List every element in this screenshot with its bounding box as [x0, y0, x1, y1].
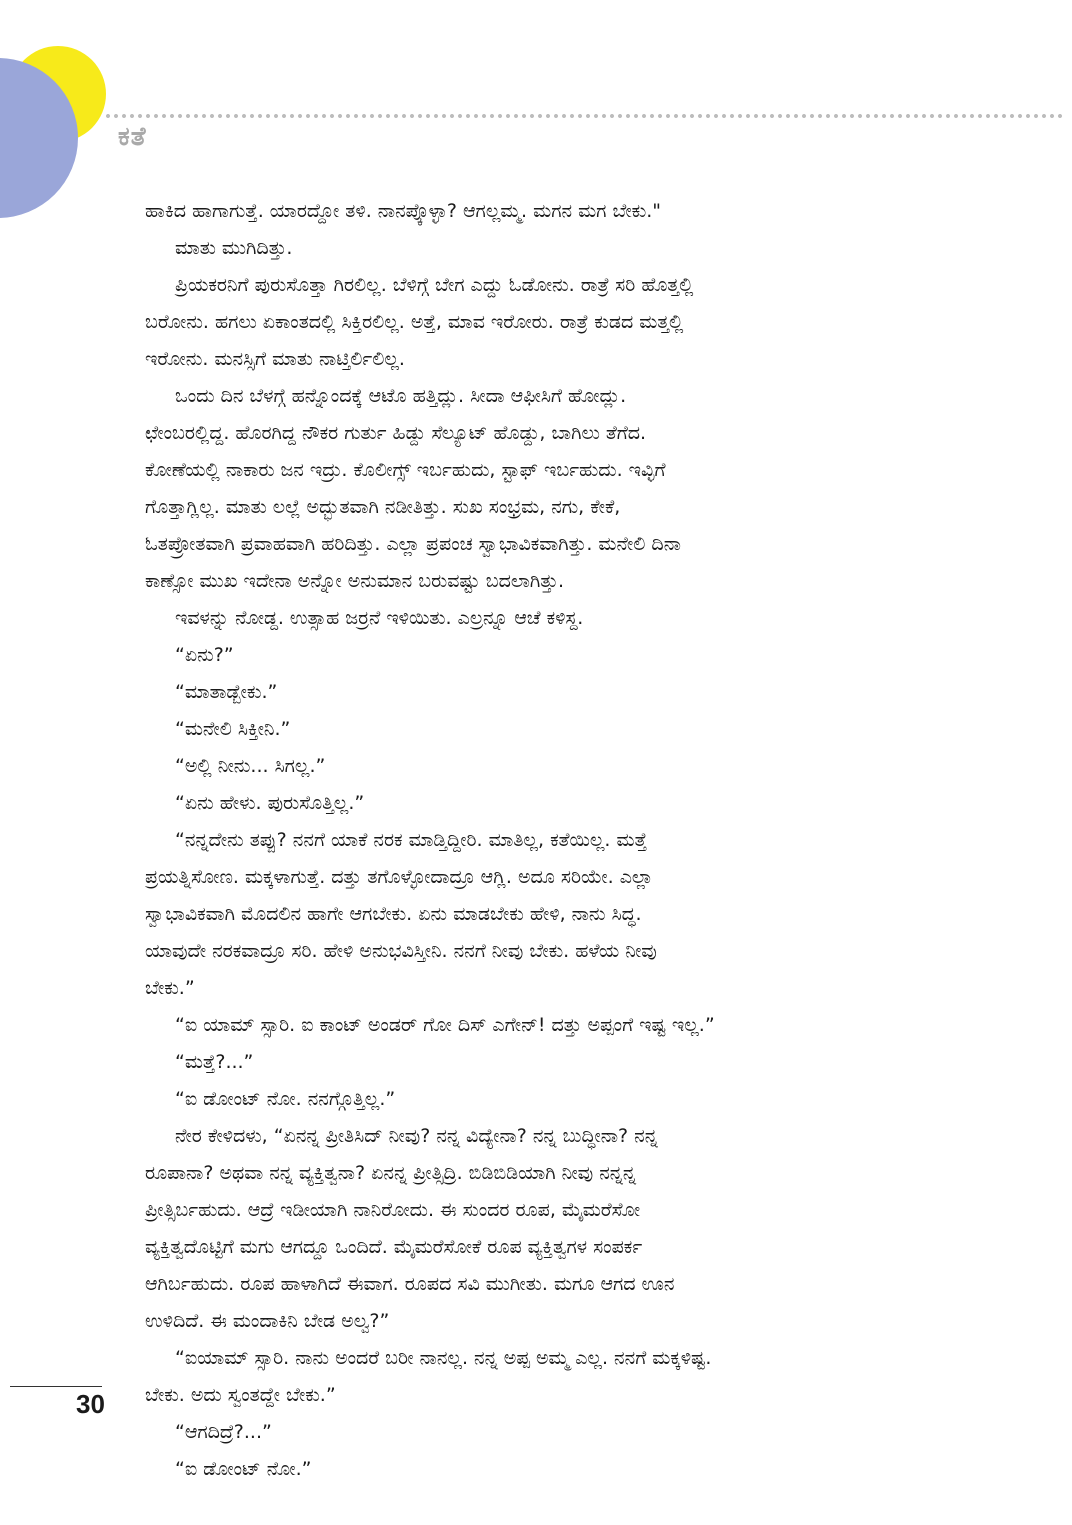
story-line: ಇರೋನು. ಮನಸ್ಸಿಗೆ ಮಾತು ನಾಟ್ತಿರ್ಲಿಲಿಲ್ಲ. — [145, 348, 405, 370]
story-body — [145, 193, 925, 1488]
story-line: “ನನ್ನದೇನು ತಪ್ಪು? ನನಗೆ ಯಾಕೆ ನರಕ ಮಾಡ್ತಿದ್ದೀರಿ. ಮಾತಿಲ್ಲ, ಕತೆಯಿಲ್ಲ. ಮತ್ತೆ — [175, 829, 648, 851]
story-line: ಆಗಿರ್ಬಹುದು. ರೂಪ ಹಾಳಾಗಿದೆ ಈವಾಗ. ರೂಪದ ಸವಿ ಮುಗೀತು. ಮಗೂ ಆಗದ ಊನ — [145, 1273, 675, 1295]
story-line: ಸ್ವಾಭಾವಿಕವಾಗಿ ಮೊದಲಿನ ಹಾಗೇ ಆಗಬೇಕು. ಏನು ಮಾಡಬೇಕು ಹೇಳಿ, ನಾನು ಸಿದ್ಧ. — [145, 903, 642, 925]
story-line: “ಏನು ಹೇಳು. ಪುರುಸೊತ್ತಿಲ್ಲ.” — [175, 792, 365, 814]
story-line: “ಐ ಡೋಂಟ್ ನೋ. ನನಗ್ಗೊತ್ತಿಲ್ಲ.” — [175, 1088, 396, 1110]
story-line: ಒಂದು ದಿನ ಬೆಳಗ್ಗೆ ಹನ್ನೊಂದಕ್ಕೆ ಆಟೊ ಹತ್ತಿದ್ಲು. ಸೀದಾ ಆಫೀಸಿಗೆ ಹೋದ್ಲು. — [175, 385, 627, 407]
story-line: “ಮತ್ತೆ?...” — [175, 1051, 254, 1073]
story-line: “ಐ ಯಾಮ್ ಸ್ಸಾರಿ. ಐ ಕಾಂಟ್ ಅಂಡರ್ ಗೋ ದಿಸ್ ಎಗೇನ್! ದತ್ತು ಅಪ್ಪಂಗೆ ಇಷ್ಟ ಇಲ್ಲ.” — [175, 1014, 715, 1036]
story-line: ಯಾವುದೇ ನರಕವಾದ್ರೂ ಸರಿ. ಹೇಳಿ ಅನುಭವಿಸ್ತೀನಿ. ನನಗೆ ನೀವು ಬೇಕು. ಹಳೆಯ ನೀವು — [145, 940, 657, 962]
story-line: ಪ್ರಯತ್ನಿಸೋಣ. ಮಕ್ಕಳಾಗುತ್ತೆ. ದತ್ತು ತಗೊಳ್ಳೋದಾದ್ರೂ ಆಗ್ಲಿ. ಅದೂ ಸರಿಯೇ. ಎಲ್ಲಾ — [145, 866, 654, 888]
story-line: “ಏನು?” — [175, 644, 234, 666]
story-line: “ಮಾತಾಡ್ಬೇಕು.” — [175, 681, 278, 703]
story-line: “ಅಲ್ಲಿ ನೀನು... ಸಿಗಲ್ಲ.” — [175, 755, 326, 777]
story-line: ಬೇಕು.” — [145, 977, 195, 999]
story-line: ನೇರ ಕೇಳಿದಳು, “ಏನನ್ನ ಪ್ರೀತಿಸಿದ್ ನೀವು? ನನ್ನ ವಿದ್ಯೇನಾ? ನನ್ನ ಬುದ್ಧೀನಾ? ನನ್ನ — [175, 1125, 658, 1147]
story-line: ಪ್ರಿಯಕರನಿಗೆ ಪುರುಸೊತ್ತಾ ಗಿರಲಿಲ್ಲ. ಬೆಳಿಗ್ಗೆ ಬೇಗ ಎದ್ದು ಓಡೋನು. ರಾತ್ರೆ ಸರಿ ಹೊತ್ತಲ್ಲಿ — [175, 274, 694, 296]
story-line: ಹಾಕಿದ ಹಾಗಾಗುತ್ತೆ. ಯಾರದ್ದೋ ತಳಿ. ನಾನಪ್ಕೊಳ್ಳಾ? ಆಗಲ್ಲಮ್ಮ. ಮಗನ ಮಗ ಬೇಕು." — [145, 200, 662, 222]
story-line: ರೂಪಾನಾ? ಅಥವಾ ನನ್ನ ವ್ಯಕ್ತಿತ್ವನಾ? ಏನನ್ನ ಪ್ರೀತ್ಸಿದ್ರಿ. ಬಿಡಿಬಿಡಿಯಾಗಿ ನೀವು ನನ್ನನ್ನ — [145, 1162, 637, 1184]
story-line: “ಐ ಡೋಂಟ್ ನೋ.” — [175, 1458, 312, 1480]
story-line: ಉಳಿದಿದೆ. ಈ ಮಂದಾಕಿನಿ ಬೇಡ ಅಲ್ವ?” — [145, 1310, 390, 1332]
story-line: ಓತಪ್ರೋತವಾಗಿ ಪ್ರವಾಹವಾಗಿ ಹರಿದಿತ್ತು. ಎಲ್ಲಾ ಪ್ರಪಂಚ ಸ್ವಾಭಾವಿಕವಾಗಿತ್ತು. ಮನೇಲಿ ದಿನಾ — [145, 533, 681, 555]
dotted-header-rule — [104, 112, 1064, 120]
story-line: “ಐಯಾಮ್ ಸ್ಸಾರಿ. ನಾನು ಅಂದರೆ ಬರೀ ನಾನಲ್ಲ. ನನ್ನ ಅಪ್ಪ ಅಮ್ಮ ಎಲ್ಲ. ನನಗೆ ಮಕ್ಕಳಿಷ್ಟ. — [175, 1347, 712, 1369]
story-line: ಪ್ರೀತ್ಸಿರ್ಬಹುದು. ಆದ್ರೆ ಇಡೀಯಾಗಿ ನಾನಿರೋದು. ಈ ಸುಂದರ ರೂಪ, ಮೈಮರೆಸೋ — [145, 1199, 641, 1221]
story-line: ಕಾಣ್ಸೋ ಮುಖ ಇದೇನಾ ಅನ್ನೋ ಅನುಮಾನ ಬರುವಷ್ಟು ಬದಲಾಗಿತ್ತು. — [145, 570, 565, 592]
section-label: ಕತೆ — [118, 122, 147, 152]
story-line: ಕೋಣೆಯಲ್ಲಿ ನಾಕಾರು ಜನ ಇದ್ರು. ಕೊಲೀಗ್ಸ್ ಇರ್ಬಹುದು, ಸ್ಟಾಫ್ ಇರ್ಬಹುದು. ಇವ್ಳಿಗೆ — [145, 459, 666, 481]
story-line: ಛೇಂಬರಲ್ಲಿದ್ದ. ಹೊರಗಿದ್ದ ನೌಕರ ಗುರ್ತು ಹಿಡ್ದು ಸೆಲ್ಯೂಟ್ ಹೊಡ್ದು, ಬಾಗಿಲು ತೆಗೆದ. — [145, 422, 647, 444]
story-line: ಗೊತ್ತಾಗ್ಲಿಲ್ಲ. ಮಾತು ಲಲ್ಲೆ ಅದ್ಭುತವಾಗಿ ನಡೀತಿತ್ತು. ಸುಖ ಸಂಭ್ರಮ, ನಗು, ಕೇಕೆ, — [145, 496, 621, 518]
page-number-rule — [10, 1386, 102, 1387]
page-number: 30 — [76, 1389, 105, 1419]
story-line: “ಮನೇಲಿ ಸಿಕ್ತೀನಿ.” — [175, 718, 291, 740]
story-line: “ಆಗದಿದ್ರೆ?...” — [175, 1421, 272, 1443]
story-line: ಮಾತು ಮುಗಿದಿತ್ತು. — [175, 237, 293, 259]
story-line: ಬೇಕು. ಅದು ಸ್ವಂತದ್ದೇ ಬೇಕು.” — [145, 1384, 336, 1406]
story-line: ಬರೋನು. ಹಗಲು ಏಕಾಂತದಲ್ಲಿ ಸಿಕ್ತಿರಲಿಲ್ಲ. ಅತ್ತೆ, ಮಾವ ಇರೋರು. ರಾತ್ರೆ ಕುಡದ ಮತ್ತಲ್ಲಿ — [145, 311, 684, 333]
story-line: ವ್ಯಕ್ತಿತ್ವದೊಟ್ಟಿಗೆ ಮಗು ಆಗದ್ದೂ ಒಂದಿದೆ. ಮೈಮರೆಸೋಕೆ ರೂಪ ವ್ಯಕ್ತಿತ್ವಗಳ ಸಂಪರ್ಕ — [145, 1236, 643, 1258]
story-line: ಇವಳನ್ನು ನೋಡ್ದ. ಉತ್ಸಾಹ ಜರ್ರನೆ ಇಳಿಯಿತು. ಎಲ್ರನ್ನೂ ಆಚೆ ಕಳಿಸ್ದ. — [175, 607, 584, 629]
